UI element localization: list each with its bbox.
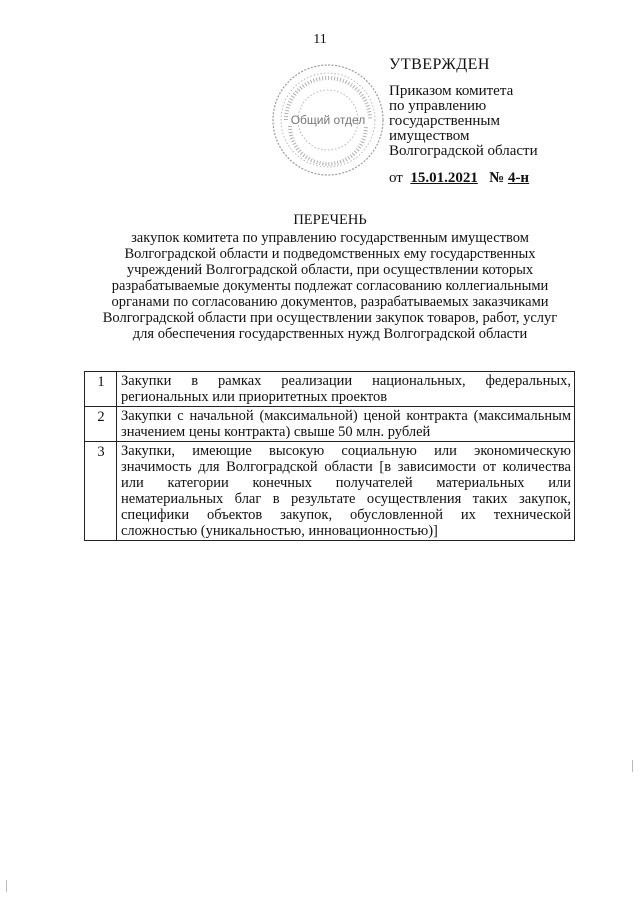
number-prefix: № xyxy=(489,170,505,186)
row-number: 2 xyxy=(85,407,117,442)
procurement-table xyxy=(84,371,575,541)
approval-line: имуществом xyxy=(389,128,470,144)
approval-line: по управлению xyxy=(389,98,487,114)
title-line: разрабатываемые документы подлежат согласованию коллегиальными xyxy=(111,278,549,294)
title-heading: ПЕРЕЧЕНЬ xyxy=(293,212,367,228)
table-row xyxy=(85,442,575,541)
row-number: 1 xyxy=(85,372,117,407)
approval-heading: УТВЕРЖДЕН xyxy=(389,56,490,73)
approval-line: государственным xyxy=(389,113,500,129)
stamp-seal xyxy=(270,62,386,178)
approval-date-line xyxy=(389,171,538,186)
row-text: Закупки с начальной (максимальной) ценой контракта (максимальным значением цены контракта) свыше 50 млн. рублей xyxy=(117,407,575,442)
title-line: закупок комитета по управлению государственным имуществом xyxy=(131,230,529,246)
date-prefix: от xyxy=(389,170,403,186)
page-number: 11 xyxy=(313,32,327,47)
scan-mark xyxy=(6,880,7,892)
row-number: 3 xyxy=(85,442,117,541)
row-text: Закупки в рамках реализации национальных, федеральных, региональных или приоритетных проектов xyxy=(117,372,575,407)
title-line: учреждений Волгоградской области, при осуществлении которых xyxy=(126,262,534,278)
title-line: органами по согласованию документов, разрабатываемых заказчиками xyxy=(111,294,549,310)
row-text: Закупки, имеющие высокую социальную или экономическую значимость для Волгоградской области [в зависимости от количества или категории конечных получателей материальных или нематериальных благ в результате осуществления таких закупок, специфики объектов закупок, обусловленной их технической сложностью (уникальностью, инновационностью)] xyxy=(117,442,575,541)
approval-line: Волгоградской области xyxy=(389,143,538,159)
approval-line: Приказом комитета xyxy=(389,83,514,99)
stamp-center-text: Общий отдел xyxy=(290,113,366,127)
title-line: Волгоградской области и подведомственных ему государственных xyxy=(124,246,536,262)
approval-block xyxy=(389,57,538,186)
table-row xyxy=(85,372,575,407)
approval-date: 15.01.2021 xyxy=(410,170,478,186)
title-line: Волгоградской области при осуществлении закупок товаров, работ, услуг xyxy=(102,310,558,326)
table-row xyxy=(85,407,575,442)
document-title xyxy=(70,212,590,342)
approval-number: 4-н xyxy=(507,170,530,186)
title-line: для обеспечения государственных нужд Волгоградской области xyxy=(132,326,528,342)
scan-mark xyxy=(632,760,633,772)
